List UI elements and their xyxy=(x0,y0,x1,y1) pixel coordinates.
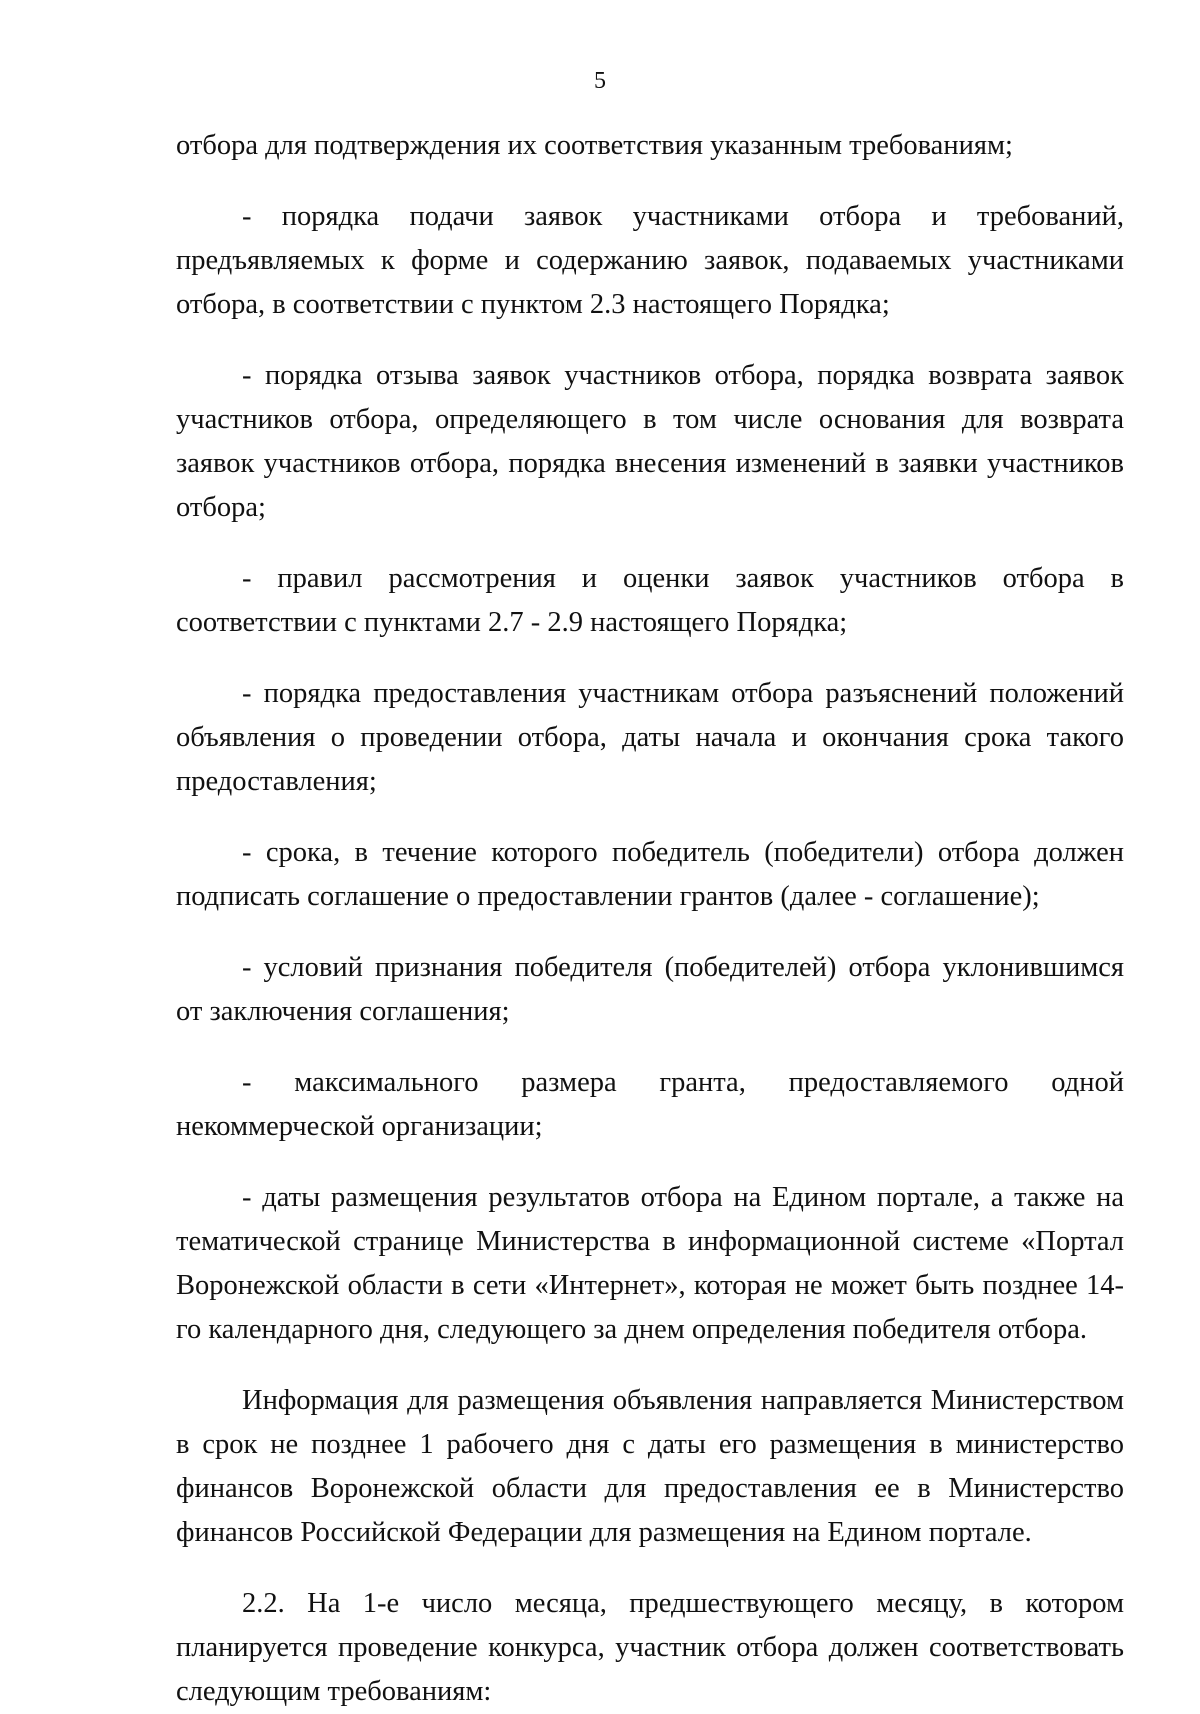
list-item-evasion-conditions: - условий признания победителя (победителей) отбора уклонившимся от заключения соглашения; xyxy=(176,952,1124,1027)
paragraph-section-2-2: 2.2. На 1-е число месяца, предшествующего месяцу, в котором планируется проведение конкурса, участник отбора должен соответствовать следующим требованиям: xyxy=(176,1588,1124,1707)
paragraph-continuation: отбора для подтверждения их соответствия указанным требованиям; xyxy=(176,130,1013,161)
list-item-review-rules: - правил рассмотрения и оценки заявок участников отбора в соответствии с пунктами 2.7 - 2.9 настоящего Порядка; xyxy=(176,563,1124,638)
list-item-clarification-procedure: - порядка предоставления участникам отбора разъяснений положений объявления о проведении отбора, даты начала и окончания срока такого предоставления; xyxy=(176,678,1124,797)
list-item-max-grant: - максимального размера гранта, предоставляемого одной некоммерческой организации; xyxy=(176,1067,1124,1142)
list-item-results-date: - даты размещения результатов отбора на Едином портале, а также на тематической странице Министерства в информационной системе «Портал Воронежской области в сети «Интернет», которая не может быть позднее 14-го календарного дня, следующего за днем определения победителя отбора. xyxy=(176,1182,1124,1345)
document-body xyxy=(176,124,1124,1714)
paragraph-information-submission: Информация для размещения объявления направляется Министерством в срок не позднее 1 рабочего дня с даты его размещения в министерство финансов Воронежской области для предоставления ее в Министерство финансов Российской Федерации для размещения на Едином портале. xyxy=(176,1385,1124,1548)
page-number: 5 xyxy=(594,68,606,94)
list-item-signing-deadline: - срока, в течение которого победитель (победители) отбора должен подписать соглашение о предоставлении грантов (далее - соглашение); xyxy=(176,837,1124,912)
list-item-withdrawal-procedure: - порядка отзыва заявок участников отбора, порядка возврата заявок участников отбора, определяющего в том числе основания для возврата заявок участников отбора, порядка внесения изменений в заявки участников отбора; xyxy=(176,360,1124,523)
list-item-submission-procedure: - порядка подачи заявок участниками отбора и требований, предъявляемых к форме и содержанию заявок, подаваемых участниками отбора, в соответствии с пунктом 2.3 настоящего Порядка; xyxy=(176,201,1124,320)
